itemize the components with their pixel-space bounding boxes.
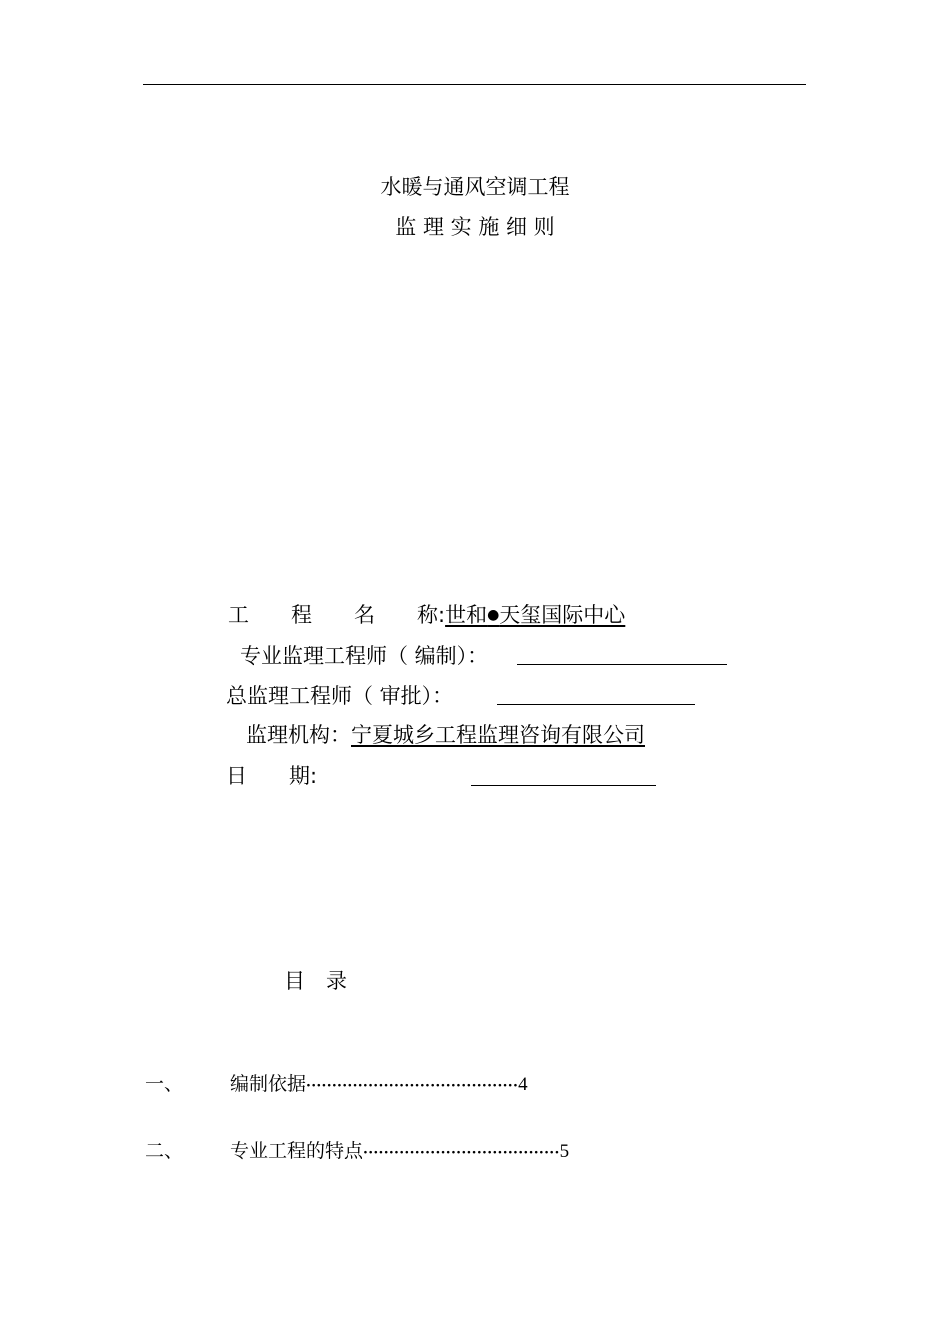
- project-name-label: 工 程 名 称:: [228, 603, 446, 627]
- project-name-part-a: 世和: [445, 603, 488, 627]
- date-line: [471, 785, 656, 786]
- header-rule: [143, 84, 806, 85]
- org-row: [246, 722, 645, 748]
- toc-item-text: 专业工程的特点: [230, 1140, 364, 1162]
- toc-page-number: 4: [518, 1074, 528, 1095]
- toc-item-text: 编制依据: [230, 1073, 307, 1095]
- document-title: 水暖与通风空调工程: [380, 175, 570, 199]
- toc-title: 目 录: [284, 969, 347, 993]
- project-name-row: [228, 602, 625, 628]
- chief-engineer-signature-line: [497, 704, 695, 705]
- project-name-part-b: 天玺国际中心: [499, 603, 626, 627]
- chief-engineer-label: 总监理工程师（ 审批）：: [226, 684, 454, 708]
- date-label: 日 期:: [226, 764, 318, 788]
- project-name-separator: ●: [487, 607, 500, 623]
- toc-item[interactable]: [230, 1071, 528, 1099]
- document-subtitle: 监 理 实 施 细 则: [395, 215, 555, 239]
- toc-page-number: 5: [559, 1141, 570, 1162]
- toc-leader-dots: ·········································: [306, 1078, 519, 1094]
- toc-item-number: 二、: [145, 1140, 184, 1162]
- engineer-label: 专业监理工程师（ 编制）：: [240, 644, 489, 668]
- project-name-value: [445, 603, 625, 627]
- toc-item-number: 一、: [145, 1073, 184, 1095]
- org-value: 宁夏城乡工程监理咨询有限公司: [351, 723, 645, 747]
- engineer-signature-line: [517, 664, 727, 665]
- org-label: 监理机构：: [246, 723, 351, 747]
- toc-leader-dots: ······································: [363, 1145, 560, 1161]
- toc-item[interactable]: [230, 1138, 569, 1166]
